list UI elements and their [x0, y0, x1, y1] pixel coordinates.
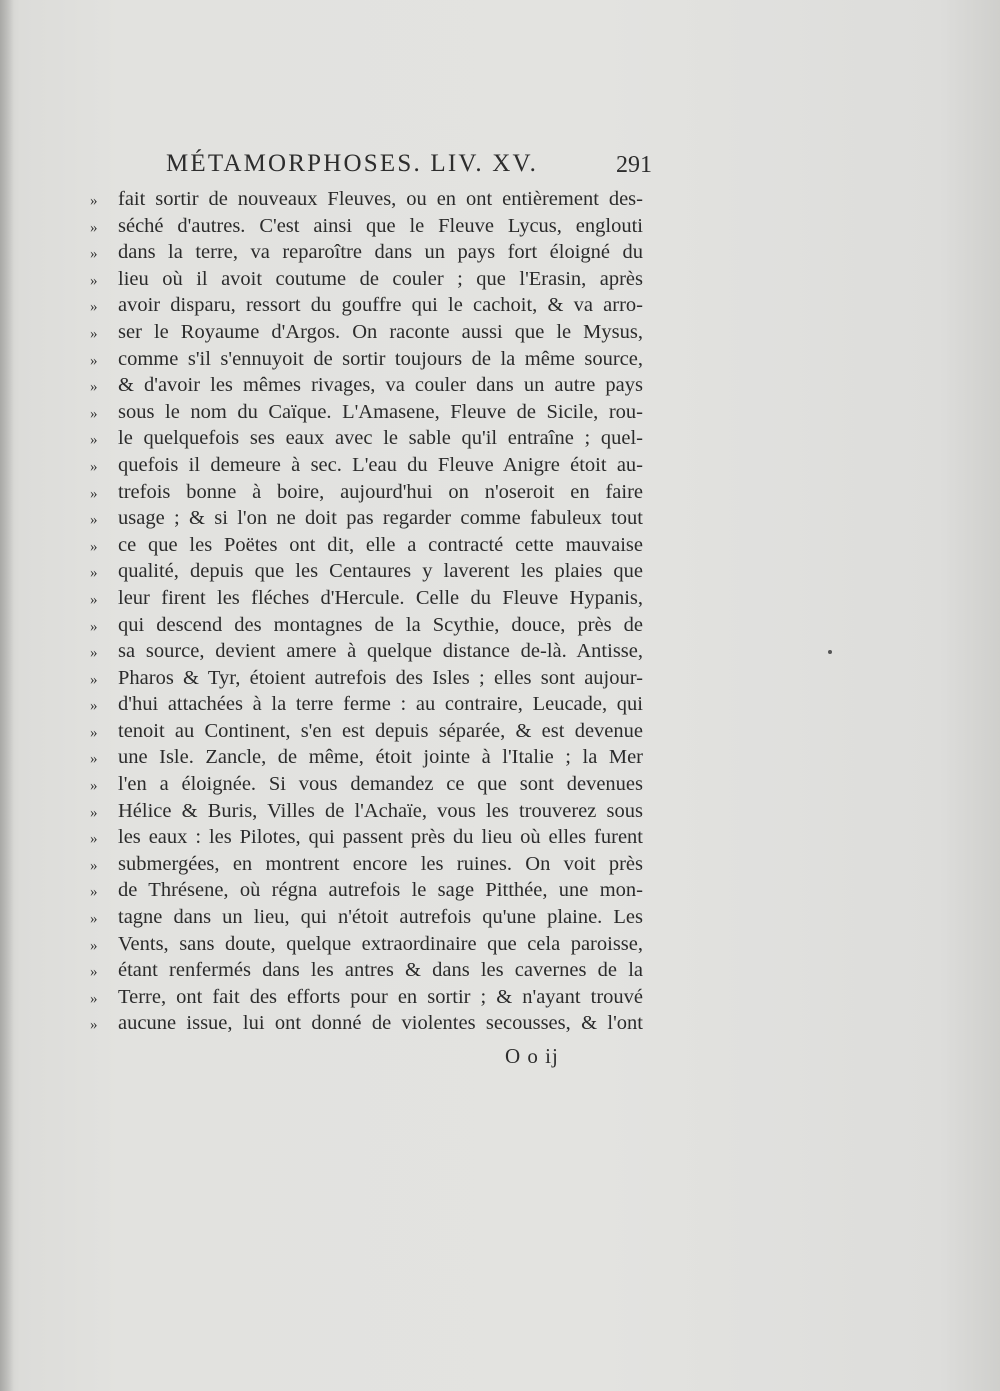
- line-text: étant renfermés dans les antres & dans les cavernes de la: [118, 959, 643, 982]
- line-text: de Thrésene, où régna autrefois le sage Pitthée, une mon-: [118, 879, 643, 902]
- quotation-mark: »: [90, 778, 98, 795]
- quotation-mark: »: [90, 405, 98, 422]
- text-line: [90, 718, 650, 745]
- quotation-mark: »: [90, 698, 98, 715]
- line-text: qui descend des montagnes de la Scythie, douce, près de: [118, 613, 643, 636]
- line-text: trefois bonne à boire, aujourd'hui on n'oseroit en faire: [118, 480, 643, 503]
- text-line: [90, 957, 650, 984]
- line-text: comme s'il s'ennuyoit de sortir toujours de la même source,: [118, 347, 643, 370]
- text-line: [90, 851, 650, 878]
- text-line: [90, 505, 650, 532]
- text-line: [90, 904, 650, 931]
- body-text: [90, 186, 650, 1037]
- line-text: submergées, en montrent encore les ruines. On voit près: [118, 852, 643, 875]
- quotation-mark: »: [90, 671, 98, 688]
- text-line: [90, 186, 650, 213]
- line-text: sa source, devient amere à quelque distance de-là. Antisse,: [118, 640, 643, 663]
- text-line: [90, 798, 650, 825]
- quotation-mark: »: [90, 884, 98, 901]
- text-line: [90, 532, 650, 559]
- quotation-mark: »: [90, 618, 98, 635]
- quotation-mark: »: [90, 379, 98, 396]
- quotation-mark: »: [90, 964, 98, 981]
- text-line: [90, 638, 650, 665]
- text-line: [90, 585, 650, 612]
- page-number: 291: [616, 152, 652, 178]
- line-text: tenoit au Continent, s'en est depuis séparée, & est devenue: [118, 719, 643, 742]
- text-line: [90, 399, 650, 426]
- line-text: leur firent les fléches d'Hercule. Celle du Fleuve Hypanis,: [118, 586, 643, 609]
- line-text: aucune issue, lui ont donné de violentes secousses, & l'ont: [118, 1012, 643, 1035]
- text-line: [90, 931, 650, 958]
- text-line: [90, 479, 650, 506]
- line-text: dans la terre, va reparoître dans un pays fort éloigné du: [118, 241, 643, 264]
- text-line: [90, 452, 650, 479]
- quotation-mark: »: [90, 645, 98, 662]
- quotation-mark: »: [90, 1017, 98, 1034]
- line-text: séché d'autres. C'est ainsi que le Fleuve Lycus, englouti: [118, 214, 643, 237]
- text-line: [90, 1010, 650, 1037]
- line-text: l'en a éloignée. Si vous demandez ce que sont devenues: [118, 773, 643, 796]
- quotation-mark: »: [90, 299, 98, 316]
- line-text: avoir disparu, ressort du gouffre qui le cachoit, & va arro-: [118, 294, 643, 317]
- running-head: [166, 150, 652, 184]
- line-text: quefois il demeure à sec. L'eau du Fleuve Anigre étoit au-: [118, 453, 643, 476]
- quotation-mark: »: [90, 857, 98, 874]
- quotation-mark: »: [90, 352, 98, 369]
- quotation-mark: »: [90, 246, 98, 263]
- text-line: [90, 213, 650, 240]
- text-line: [90, 744, 650, 771]
- quotation-mark: »: [90, 565, 98, 582]
- line-text: d'hui attachées à la terre ferme : au contraire, Leucade, qui: [118, 693, 643, 716]
- quotation-mark: »: [90, 325, 98, 342]
- running-title: MÉTAMORPHOSES. LIV. XV.: [166, 150, 539, 177]
- binding-shadow: [0, 0, 14, 1391]
- text-line: [90, 372, 650, 399]
- quotation-mark: »: [90, 804, 98, 821]
- quotation-mark: »: [90, 512, 98, 529]
- quotation-mark: »: [90, 937, 98, 954]
- text-line: [90, 771, 650, 798]
- quotation-mark: »: [90, 432, 98, 449]
- quotation-mark: »: [90, 458, 98, 475]
- text-line: [90, 346, 650, 373]
- text-line: [90, 877, 650, 904]
- signature-mark: O o ij: [505, 1044, 559, 1068]
- text-line: [90, 612, 650, 639]
- line-text: & d'avoir les mêmes rivages, va couler dans un autre pays: [118, 374, 643, 397]
- line-text: Hélice & Buris, Villes de l'Achaïe, vous les trouverez sous: [118, 799, 643, 822]
- quotation-mark: »: [90, 724, 98, 741]
- text-line: [90, 824, 650, 851]
- quotation-mark: »: [90, 911, 98, 928]
- quotation-mark: »: [90, 219, 98, 236]
- line-text: lieu où il avoit coutume de couler ; que l'Erasin, après: [118, 267, 643, 290]
- line-text: qualité, depuis que les Centaures y laverent les plaies que: [118, 560, 643, 583]
- text-line: [90, 691, 650, 718]
- quotation-mark: »: [90, 831, 98, 848]
- text-line: [90, 425, 650, 452]
- line-text: Vents, sans doute, quelque extraordinaire que cela paroisse,: [118, 932, 643, 955]
- line-text: fait sortir de nouveaux Fleuves, ou en ont entièrement des-: [118, 188, 643, 210]
- text-line: [90, 558, 650, 585]
- line-text: Terre, ont fait des efforts pour en sortir ; & n'ayant trouvé: [118, 985, 643, 1008]
- line-text: usage ; & si l'on ne doit pas regarder comme fabuleux tout: [118, 507, 643, 530]
- text-line: [90, 266, 650, 293]
- text-line: [90, 319, 650, 346]
- quotation-mark: »: [90, 193, 98, 209]
- text-line: [90, 292, 650, 319]
- text-line: [90, 984, 650, 1011]
- line-text: les eaux : les Pilotes, qui passent près du lieu où elles furent: [118, 826, 643, 849]
- line-text: le quelquefois ses eaux avec le sable qu'il entraîne ; quel-: [118, 427, 643, 450]
- text-line: [90, 665, 650, 692]
- line-text: ser le Royaume d'Argos. On raconte aussi que le Mysus,: [118, 320, 643, 343]
- quotation-mark: »: [90, 538, 98, 555]
- quotation-mark: »: [90, 990, 98, 1007]
- line-text: tagne dans un lieu, qui n'étoit autrefois qu'une plaine. Les: [118, 906, 643, 929]
- text-line: [90, 239, 650, 266]
- quotation-mark: »: [90, 591, 98, 608]
- paper-speck: [828, 650, 832, 654]
- quotation-mark: »: [90, 751, 98, 768]
- line-text: sous le nom du Caïque. L'Amasene, Fleuve de Sicile, rou-: [118, 400, 643, 423]
- quotation-mark: »: [90, 485, 98, 502]
- quotation-mark: »: [90, 272, 98, 289]
- line-text: ce que les Poëtes ont dit, elle a contracté cette mauvaise: [118, 533, 643, 556]
- line-text: une Isle. Zancle, de même, étoit jointe à l'Italie ; la Mer: [118, 746, 643, 769]
- line-text: Pharos & Tyr, étoient autrefois des Isles ; elles sont aujour-: [118, 666, 643, 689]
